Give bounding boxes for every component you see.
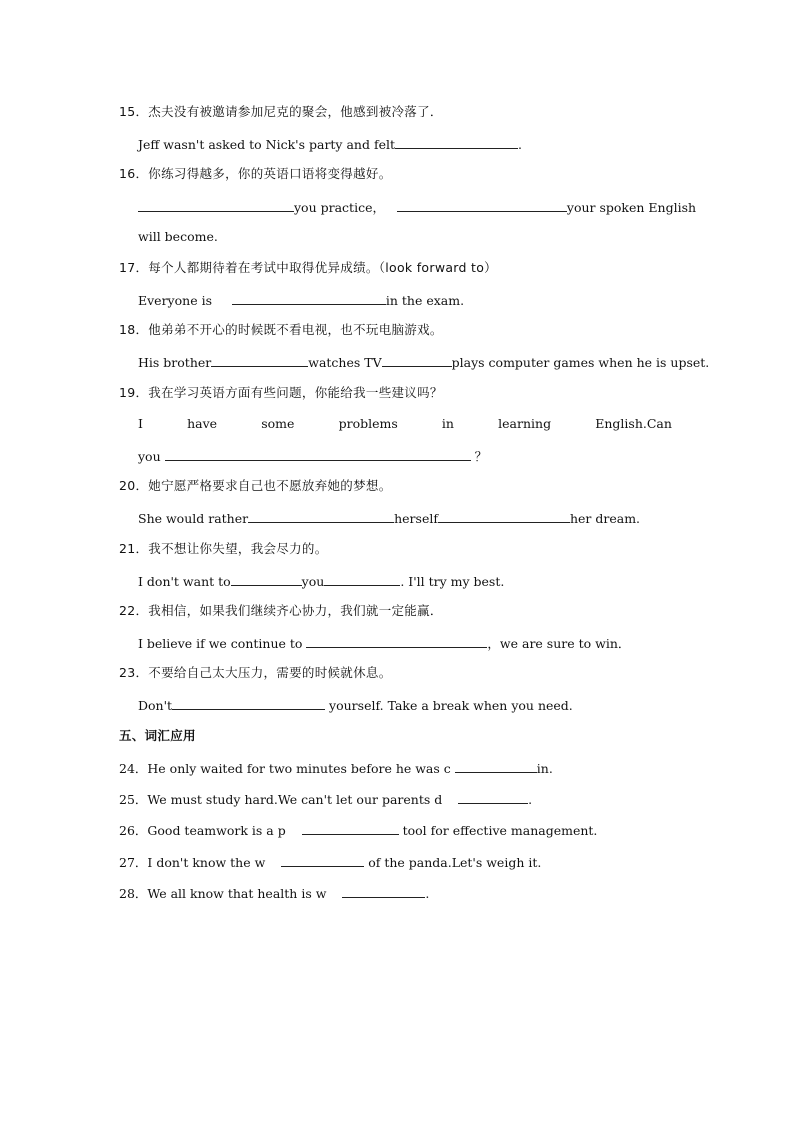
q26-text-b: tool for effective management. bbox=[402, 823, 598, 838]
q21-blank-1[interactable] bbox=[231, 572, 302, 586]
q15-text-a: Jeff wasn't asked to Nick's party and felt bbox=[138, 137, 395, 152]
q19-blank[interactable] bbox=[165, 447, 471, 461]
question-16-chinese: 16．你练习得越多，你的英语口语将变得越好。 bbox=[119, 166, 392, 181]
q20-text-b: herself bbox=[394, 511, 438, 526]
q17-blank[interactable] bbox=[232, 291, 386, 305]
question-26 bbox=[119, 821, 597, 839]
q20-text-c: her dream. bbox=[569, 511, 641, 526]
q16-blank-1[interactable] bbox=[138, 198, 294, 212]
question-20-chinese: 20．她宁愿严格要求自己也不愿放弃她的梦想。 bbox=[119, 478, 392, 493]
question-19-english-line1 bbox=[138, 416, 672, 432]
q27-text-b: of the panda.Let's weigh it. bbox=[368, 855, 542, 870]
question-23-chinese: 23．不要给自己太大压力，需要的时候就休息。 bbox=[119, 665, 392, 680]
question-24 bbox=[119, 759, 553, 777]
q16-text-a: you practice， bbox=[294, 200, 385, 215]
question-15-chinese: 15．杰夫没有被邀请参加尼克的聚会，他感到被冷落了． bbox=[119, 104, 443, 119]
q28-text-b: . bbox=[425, 886, 430, 901]
question-16-english bbox=[138, 198, 696, 216]
q22-text-b: ，we are sure to win． bbox=[487, 636, 631, 651]
question-22-chinese: 22．我相信，如果我们继续齐心协力，我们就一定能赢． bbox=[119, 603, 443, 618]
q18-blank-1[interactable] bbox=[211, 353, 308, 367]
q20-blank-2[interactable] bbox=[438, 509, 570, 523]
q21-blank-2[interactable] bbox=[324, 572, 400, 586]
q26-text-a: 26．Good teamwork is a p bbox=[119, 823, 286, 838]
q19-text-a: you bbox=[138, 449, 161, 464]
q25-text-a: 25．We must study hard.We can't let our parents d bbox=[119, 792, 443, 807]
q24-text-b: in. bbox=[536, 761, 553, 776]
question-27 bbox=[119, 853, 541, 871]
q19-text-b: ？ bbox=[474, 449, 488, 464]
question-17-english bbox=[138, 291, 464, 309]
question-21-english bbox=[138, 572, 504, 590]
q15-text-b: . bbox=[518, 137, 522, 152]
q21-text-b: you bbox=[301, 574, 325, 589]
q16-text-c: will become. bbox=[138, 229, 218, 244]
q18-text-b: watches TV bbox=[308, 355, 382, 370]
q28-blank[interactable] bbox=[342, 884, 425, 898]
q19-word: some bbox=[261, 416, 295, 431]
q18-text-a: His brother bbox=[138, 355, 212, 370]
question-22-english bbox=[138, 634, 630, 652]
q23-text-a: Don't bbox=[138, 698, 173, 713]
q18-blank-2[interactable] bbox=[382, 353, 452, 367]
q21-text-c: . I'll try my best. bbox=[400, 574, 505, 589]
question-21-chinese: 21．我不想让你失望，我会尽力的。 bbox=[119, 541, 328, 556]
q21-text-a: I don't want to bbox=[138, 574, 231, 589]
question-23-english bbox=[138, 696, 573, 714]
q23-text-b: yourself. Take a break when you need. bbox=[329, 698, 573, 713]
q28-text-a: 28．We all know that health is w bbox=[119, 886, 327, 901]
question-28 bbox=[119, 884, 429, 902]
q24-blank[interactable] bbox=[455, 759, 537, 773]
q19-word: English.Can bbox=[595, 416, 672, 431]
question-15-english bbox=[138, 135, 522, 153]
question-17-chinese: 17．每个人都期待着在考试中取得优异成绩。（look forward to） bbox=[119, 260, 497, 275]
question-18-chinese: 18．他弟弟不开心的时候既不看电视，也不玩电脑游戏。 bbox=[119, 322, 443, 337]
question-19-chinese: 19．我在学习英语方面有些问题，你能给我一些建议吗？ bbox=[119, 385, 443, 400]
q25-blank[interactable] bbox=[458, 790, 528, 804]
question-20-english bbox=[138, 509, 640, 527]
q19-word: I bbox=[138, 416, 143, 431]
q17-text-b: in the exam. bbox=[385, 293, 465, 308]
question-25 bbox=[119, 790, 532, 808]
q18-text-c: plays computer games when he is upset. bbox=[451, 355, 710, 370]
section-5-title: 五、词汇应用 bbox=[119, 728, 196, 743]
q25-text-b: . bbox=[528, 792, 533, 807]
q22-blank[interactable] bbox=[306, 634, 487, 648]
q17-text-a: Everyone is bbox=[138, 293, 212, 308]
q19-word: in bbox=[441, 416, 454, 431]
q27-blank[interactable] bbox=[281, 853, 364, 867]
question-19-english-line2 bbox=[138, 447, 487, 465]
q20-blank-1[interactable] bbox=[248, 509, 394, 523]
q19-word: learning bbox=[498, 416, 552, 431]
q24-text-a: 24．He only waited for two minutes before he was c bbox=[119, 761, 451, 776]
q27-text-a: 27．I don't know the w bbox=[119, 855, 266, 870]
q19-word: problems bbox=[338, 416, 398, 431]
question-18-english bbox=[138, 353, 709, 371]
q20-text-a: She would rather bbox=[138, 511, 249, 526]
q19-word: have bbox=[187, 416, 218, 431]
q16-text-b: your spoken English bbox=[566, 200, 697, 215]
q22-text-a: I believe if we continue to bbox=[138, 636, 303, 651]
q16-blank-2[interactable] bbox=[397, 198, 567, 212]
q23-blank[interactable] bbox=[172, 696, 325, 710]
q26-blank[interactable] bbox=[302, 821, 399, 835]
q15-blank[interactable] bbox=[395, 135, 518, 149]
